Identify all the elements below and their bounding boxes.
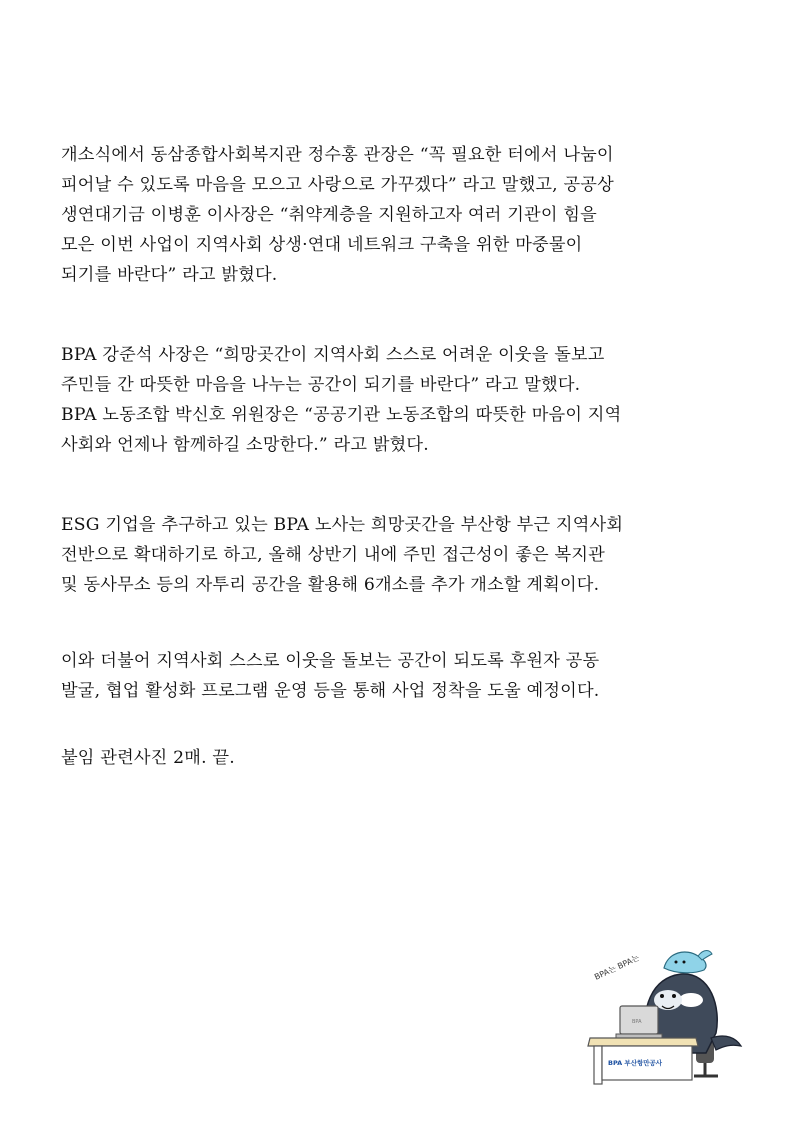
paragraph-attachment-note [61, 743, 731, 773]
text-line: 주민들 간 따뜻한 마음을 나누는 공간이 되기를 바란다” 라고 말했다. [61, 375, 581, 395]
laptop-logo: BPA [632, 1019, 642, 1025]
text-line: 붙임 관련사진 2매. 끝. [61, 748, 235, 768]
dolphin-mascot-icon [586, 938, 746, 1088]
text-line: 이와 더불어 지역사회 스스로 이웃을 돌보는 공간이 되도록 후원자 공동 [61, 651, 600, 671]
text-line: BPA 강준석 사장은 “희망곳간이 지역사회 스스로 어려운 이웃을 돌보고 [61, 345, 605, 365]
mascot-speech: BPA는 BPA는 [593, 953, 641, 982]
text-line: 모은 이번 사업이 지역사회 상생·연대 네트워크 구축을 위한 마중물이 [61, 235, 583, 255]
text-line: ESG 기업을 추구하고 있는 BPA 노사는 희망곳간을 부산항 부근 지역사회 [61, 515, 624, 535]
text-line: BPA 노동조합 박신호 위원장은 “공공기관 노동조합의 따뜻한 마음이 지역 [61, 405, 622, 425]
paragraph-esg-plan [61, 510, 731, 600]
paragraph-opening-remarks [61, 140, 731, 290]
text-line: 피어날 수 있도록 마음을 모으고 사랑으로 가꾸겠다” 라고 말했고, 공공상 [61, 175, 614, 195]
text-line: 및 동사무소 등의 자투리 공간을 활용해 6개소를 추가 개소할 계획이다. [61, 575, 600, 595]
text-line: 전반으로 확대하기로 하고, 올해 상반기 내에 주민 접근성이 좋은 복지관 [61, 545, 605, 565]
text-line: 사회와 언제나 함께하길 소망한다.” 라고 밝혔다. [61, 435, 429, 455]
text-line: 되기를 바란다” 라고 밝혔다. [61, 265, 278, 285]
text-line: 생연대기금 이병훈 이사장은 “취약계층을 지원하고자 여러 기관이 힘을 [61, 205, 597, 225]
paragraph-future-plan [61, 646, 731, 706]
desk-logo: BPA 부산항만공사 [608, 1059, 663, 1067]
text-line: 발굴, 협업 활성화 프로그램 운영 등을 통해 사업 정착을 도울 예정이다. [61, 681, 600, 701]
paragraph-bpa-remarks [61, 340, 731, 460]
text-line: 개소식에서 동삼종합사회복지관 정수홍 관장은 “꼭 필요한 터에서 나눔이 [61, 145, 614, 165]
